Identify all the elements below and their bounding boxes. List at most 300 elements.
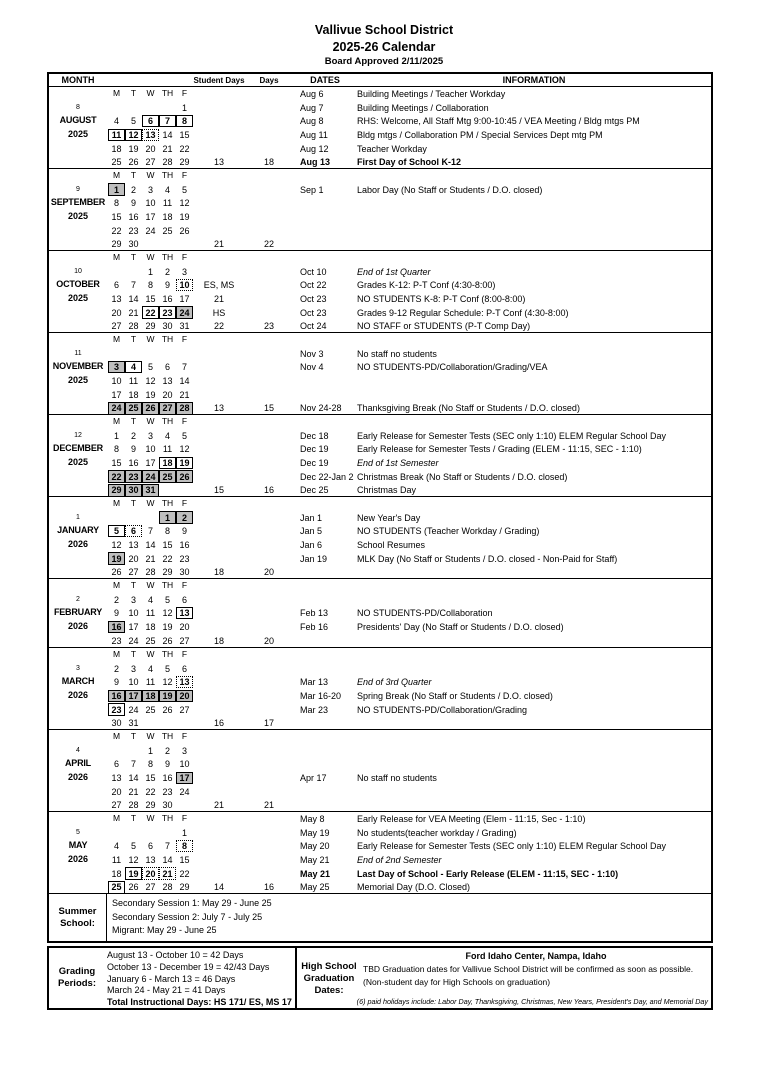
day-number: 9 (164, 759, 170, 770)
weekday-label: F (181, 813, 188, 823)
day-cell (108, 442, 125, 456)
day-number: 25 (108, 881, 125, 893)
bottom-section (47, 946, 713, 1010)
day-number: 20 (128, 553, 139, 564)
day-number: 2 (113, 663, 119, 674)
day-number: 5 (164, 663, 170, 674)
day-cell (125, 128, 142, 142)
day-cell (108, 210, 125, 224)
day-cell (159, 319, 176, 332)
day-number: 13 (111, 772, 122, 783)
day-cell (125, 771, 142, 785)
day-number (108, 101, 125, 114)
day-number: 27 (179, 635, 190, 646)
day-cell (142, 114, 159, 128)
day-number: 1 (113, 430, 119, 441)
day-cell (142, 675, 159, 689)
weekday-label: M (112, 649, 121, 659)
event-line (293, 456, 711, 470)
day-cell (176, 114, 193, 128)
day-number: 27 (145, 882, 156, 893)
student-days-value: 21 (213, 293, 224, 304)
day-number: 26 (179, 225, 190, 236)
day-number: 3 (130, 594, 136, 605)
weekday-label: M (112, 580, 121, 590)
day-number: 21 (128, 786, 139, 797)
day-cell (142, 565, 159, 578)
week-row (108, 662, 193, 676)
day-number: 27 (179, 704, 190, 715)
event-line (293, 360, 711, 374)
week-row (108, 867, 193, 881)
day-number: 19 (145, 389, 156, 400)
weekday-header-row (108, 415, 193, 429)
day-cell (142, 142, 159, 156)
day-number (142, 717, 159, 729)
column-header-row (49, 74, 711, 86)
events-column (293, 251, 711, 332)
day-cell (125, 142, 142, 156)
week-row (108, 237, 193, 250)
event-text: Early Release for Semester Tests / Grading (ELEM - 11:15, SEC - 1:10) (357, 444, 642, 455)
day-number: 15 (179, 129, 190, 140)
day-cell (142, 689, 159, 703)
day-number: 22 (142, 306, 159, 319)
day-number: 7 (164, 841, 170, 852)
day-cell (176, 224, 193, 238)
week-row (108, 265, 193, 279)
day-number: 24 (108, 402, 125, 414)
day-cell (142, 360, 159, 374)
week-row (108, 306, 193, 320)
day-number: 24 (128, 704, 139, 715)
month-rows (49, 86, 711, 893)
day-cell (159, 593, 176, 607)
week-row (108, 552, 193, 566)
day-cell (159, 456, 176, 470)
event-date: Jan 19 (300, 553, 328, 564)
weekday-label: W (146, 649, 155, 659)
day-number: 27 (128, 567, 139, 578)
student-days-column (193, 251, 245, 332)
day-cell (176, 196, 193, 210)
day-number (176, 484, 193, 496)
day-number: 26 (128, 157, 139, 168)
day-number: 18 (145, 621, 156, 632)
day-cell (108, 142, 125, 156)
day-number: 6 (113, 759, 119, 770)
weekday-label: W (146, 252, 155, 262)
day-number: 18 (142, 690, 159, 703)
day-cell (125, 826, 142, 840)
day-number: 23 (111, 635, 122, 646)
week-row (108, 565, 193, 578)
days-column (245, 169, 293, 250)
week-row (108, 128, 193, 142)
day-number: 22 (108, 470, 125, 483)
weekday-header-row (108, 333, 193, 347)
month-grid (107, 415, 193, 496)
day-number: 15 (162, 539, 173, 550)
day-number: 6 (147, 841, 153, 852)
week-row (108, 785, 193, 799)
month-row-august (49, 86, 711, 168)
weekday-header-row (108, 169, 193, 183)
month-grid (107, 579, 193, 647)
month-label (49, 87, 107, 168)
event-text: Early Release for Semester Tests (SEC only 1:10) ELEM Regular School Day (357, 430, 666, 441)
events-column (293, 579, 711, 647)
weekday-label: M (112, 416, 121, 426)
event-date: Oct 24 (300, 321, 327, 332)
day-cell (125, 675, 142, 689)
student-days-value: 13 (213, 403, 224, 414)
day-number: 27 (159, 402, 176, 414)
days-value: 15 (263, 403, 274, 414)
day-number: 21 (179, 389, 190, 400)
day-number (125, 744, 142, 757)
day-cell (159, 511, 176, 525)
day-number: 27 (111, 321, 122, 332)
day-cell (142, 483, 159, 496)
day-number (176, 238, 193, 250)
day-cell (108, 524, 125, 538)
day-number: 5 (108, 525, 125, 538)
day-cell (159, 538, 176, 552)
event-date: Oct 10 (300, 266, 327, 277)
week-row (108, 606, 193, 620)
event-text: RHS: Welcome, All Staff Mtg 9:00-10:45 / VEA Meeting / Bldg mtgs PM (357, 116, 640, 127)
day-cell (159, 785, 176, 799)
events-column (293, 169, 711, 250)
day-number: 7 (147, 526, 153, 537)
week-row (108, 538, 193, 552)
day-cell (142, 101, 159, 115)
weekday-label: TH (161, 580, 174, 590)
day-number: 15 (145, 772, 156, 783)
day-number: 8 (113, 444, 119, 455)
weekday-label: F (181, 170, 188, 180)
weekday-label: F (181, 416, 188, 426)
day-cell (108, 278, 125, 292)
day-number: 10 (179, 759, 190, 770)
day-number (159, 238, 176, 250)
day-cell (108, 183, 125, 197)
day-number: 4 (125, 361, 142, 374)
event-line (293, 867, 711, 881)
day-number: 9 (113, 608, 119, 619)
student-days-column (193, 648, 245, 729)
summer-school-section (49, 893, 711, 941)
day-cell (108, 155, 125, 168)
month-row-march (49, 647, 711, 729)
day-cell (125, 442, 142, 456)
graduation-content (356, 948, 711, 1008)
day-number: 10 (111, 375, 122, 386)
day-number: 25 (145, 635, 156, 646)
event-date: Apr 17 (300, 772, 327, 783)
week-row (108, 634, 193, 647)
day-number: 29 (145, 321, 156, 332)
day-cell (108, 565, 125, 578)
event-text: School Resumes (357, 539, 426, 550)
day-cell (125, 662, 142, 676)
day-cell (176, 757, 193, 771)
day-number: 20 (142, 867, 159, 880)
summer-school-lines (107, 894, 711, 941)
day-cell (159, 470, 176, 484)
day-cell (159, 880, 176, 893)
day-cell (142, 347, 159, 361)
day-number (125, 101, 142, 114)
day-cell (176, 306, 193, 320)
day-number: 5 (164, 594, 170, 605)
day-cell (176, 470, 193, 484)
day-number: 28 (162, 882, 173, 893)
day-number: 21 (128, 307, 139, 318)
weekday-label: TH (161, 416, 174, 426)
day-cell (176, 429, 193, 443)
day-number (176, 717, 193, 729)
summer-school-label: Summer School: (49, 894, 107, 941)
weekday-header-row (108, 648, 193, 662)
day-cell (125, 552, 142, 566)
day-number (125, 347, 142, 360)
month-name: MAY (68, 840, 88, 850)
day-cell (176, 634, 193, 647)
day-number: 6 (142, 115, 159, 128)
day-number: 5 (130, 116, 136, 127)
day-number: 15 (111, 211, 122, 222)
day-number: 22 (179, 868, 190, 879)
day-cell (125, 716, 142, 729)
month-number: 9 (76, 186, 80, 193)
event-line (293, 114, 711, 128)
day-number: 1 (147, 745, 153, 756)
day-cell (176, 374, 193, 388)
month-row-february (49, 578, 711, 647)
event-date: Oct 23 (300, 307, 327, 318)
day-cell (142, 265, 159, 279)
day-cell (108, 538, 125, 552)
week-row (108, 853, 193, 867)
day-cell (125, 237, 142, 250)
day-cell (108, 347, 125, 361)
weekday-label: W (146, 498, 155, 508)
day-number: 4 (113, 841, 119, 852)
week-row (108, 744, 193, 758)
day-number: 2 (176, 511, 193, 524)
day-number: 26 (162, 704, 173, 715)
event-text: New Year's Day (357, 512, 421, 523)
day-cell (125, 388, 142, 402)
day-number: 12 (145, 375, 156, 386)
event-line (293, 703, 711, 717)
day-cell (142, 524, 159, 538)
month-year: 2026 (67, 689, 89, 700)
days-column (245, 415, 293, 496)
weekday-label: T (130, 498, 137, 508)
event-date: Dec 19 (300, 444, 329, 455)
day-number: 13 (111, 293, 122, 304)
event-text: First Day of School K-12 (357, 157, 462, 168)
day-number: 5 (147, 362, 153, 373)
day-number: 3 (147, 184, 153, 195)
day-cell (176, 278, 193, 292)
day-number: 12 (162, 608, 173, 619)
event-date: Dec 19 (300, 457, 329, 468)
week-row (108, 360, 193, 374)
day-number: 4 (147, 663, 153, 674)
day-number: 13 (176, 607, 193, 620)
event-line (293, 292, 711, 306)
day-cell (108, 401, 125, 414)
event-text: NO STUDENTS K-8: P-T Conf (8:00-8:00) (357, 293, 526, 304)
month-name: NOVEMBER (52, 361, 104, 371)
student-days-value: 15 (213, 485, 224, 496)
day-number: 11 (145, 677, 156, 688)
day-number: 5 (181, 430, 187, 441)
day-cell (176, 853, 193, 867)
month-grid (107, 812, 193, 893)
day-cell (159, 826, 176, 840)
month-grid (107, 730, 193, 811)
day-cell (142, 606, 159, 620)
day-cell (125, 101, 142, 115)
day-number: 7 (159, 115, 176, 128)
event-text: NO STAFF or STUDENTS (P-T Comp Day) (357, 321, 531, 332)
event-line (293, 538, 711, 552)
day-cell (159, 744, 176, 758)
weekday-label: F (181, 252, 188, 262)
day-cell (125, 565, 142, 578)
day-number: 2 (130, 184, 136, 195)
event-date: Aug 11 (300, 129, 328, 140)
day-cell (125, 620, 142, 634)
event-line (293, 347, 711, 361)
day-cell (176, 744, 193, 758)
day-cell (125, 155, 142, 168)
day-number (142, 101, 159, 114)
day-cell (125, 867, 142, 881)
student-days-value: 14 (213, 882, 224, 893)
day-cell (159, 360, 176, 374)
event-date: Dec 22-Jan 2 (300, 471, 354, 482)
grading-periods-section (49, 948, 297, 1008)
day-cell (108, 689, 125, 703)
day-cell (125, 593, 142, 607)
day-number: 8 (147, 280, 153, 291)
day-cell (108, 798, 125, 811)
day-number (176, 347, 193, 360)
day-number: 10 (145, 198, 156, 209)
board-approved-note: Board Approved 2/11/2025 (324, 56, 444, 67)
event-line (293, 675, 711, 689)
day-number: 8 (176, 840, 193, 853)
day-number: 11 (162, 444, 173, 455)
day-number: 13 (142, 129, 159, 142)
event-line (293, 524, 711, 538)
day-cell (125, 483, 142, 496)
days-value: 21 (263, 800, 274, 811)
day-number: 12 (179, 444, 190, 455)
day-number: 25 (111, 157, 122, 168)
day-number: 4 (164, 184, 170, 195)
event-date: May 21 (300, 868, 331, 879)
day-number: 24 (142, 470, 159, 483)
day-cell (176, 798, 193, 811)
events-column (293, 648, 711, 729)
day-cell (125, 210, 142, 224)
day-number: 18 (162, 211, 173, 222)
day-number: 14 (179, 375, 190, 386)
month-label (49, 648, 107, 729)
day-number: 10 (128, 608, 139, 619)
event-date: Aug 6 (300, 88, 324, 99)
week-row (108, 183, 193, 197)
week-row (108, 388, 193, 402)
month-year: 2025 (67, 292, 89, 303)
days-value: 17 (263, 718, 274, 729)
month-number: 5 (76, 829, 80, 836)
day-cell (108, 470, 125, 484)
weekday-label: F (181, 88, 188, 98)
day-number: 20 (145, 143, 156, 154)
week-row (108, 319, 193, 332)
day-cell (142, 183, 159, 197)
event-line (293, 183, 711, 197)
day-number: 30 (179, 567, 190, 578)
day-cell (142, 538, 159, 552)
day-number: 3 (147, 430, 153, 441)
day-cell (108, 360, 125, 374)
day-number: 27 (111, 800, 122, 811)
day-cell (176, 442, 193, 456)
day-number: 8 (164, 526, 170, 537)
month-name: SEPTEMBER (50, 197, 106, 207)
day-number: 12 (125, 129, 142, 142)
event-line (293, 142, 711, 156)
day-cell (159, 757, 176, 771)
day-cell (125, 511, 142, 525)
day-number: 29 (162, 567, 173, 578)
day-number: 1 (159, 511, 176, 524)
day-cell (108, 675, 125, 689)
event-date: Feb 16 (300, 621, 329, 632)
month-number: 12 (74, 432, 82, 439)
day-number: 16 (162, 772, 173, 783)
day-number: 25 (145, 704, 156, 715)
day-cell (159, 224, 176, 238)
day-number (159, 717, 176, 729)
day-cell (176, 662, 193, 676)
event-text: NO STUDENTS (Teacher Workday / Grading) (357, 526, 540, 537)
day-number: 16 (108, 690, 125, 703)
day-number: 15 (145, 293, 156, 304)
day-number (142, 511, 159, 524)
days-column (245, 579, 293, 647)
day-number: 17 (145, 211, 156, 222)
event-text: Grades K-12: P-T Conf (4:30-8:00) (357, 280, 496, 291)
day-cell (142, 278, 159, 292)
day-cell (142, 620, 159, 634)
event-date: Mar 23 (300, 704, 329, 715)
day-number: 23 (125, 470, 142, 483)
day-cell (125, 538, 142, 552)
event-text: Grades 9-12 Regular Schedule: P-T Conf (4:30-8:00) (357, 307, 569, 318)
event-line (293, 156, 711, 169)
day-number (108, 511, 125, 524)
